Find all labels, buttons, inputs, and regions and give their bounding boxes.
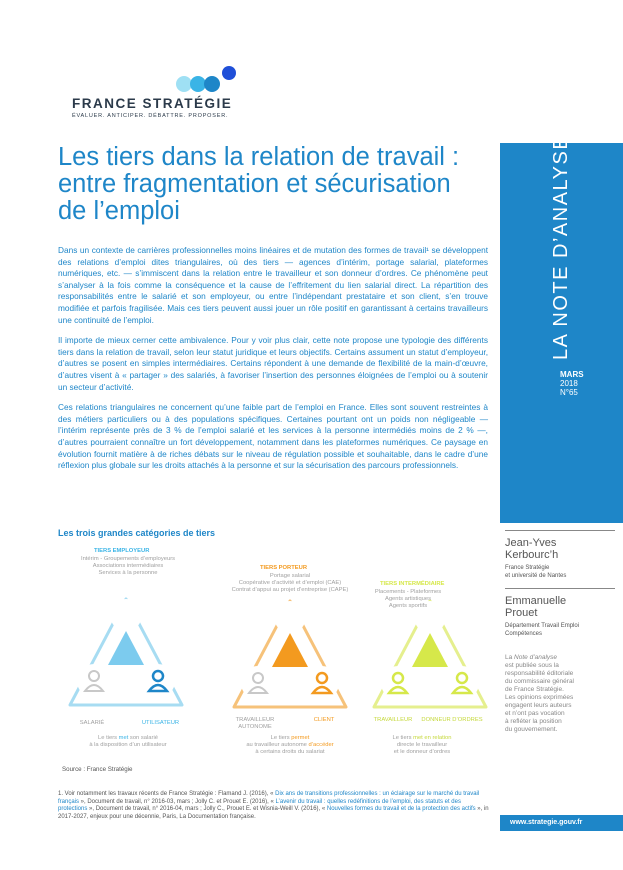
issue-info — [560, 370, 584, 397]
brand-motto: ÉVALUER. ANTICIPER. DÉBATTRE. PROPOSER. — [72, 113, 229, 119]
author-affiliation: France Stratégie et université de Nantes — [505, 565, 567, 579]
footnote-link[interactable]: L’avenir du travail : quelles redéfinitions de l’emploi, des statuts et des protections — [58, 798, 461, 813]
logo — [72, 62, 272, 119]
intermediaire-items: Placements - Plateformes Agents artistiques Agents sportifs — [374, 589, 442, 609]
summary-text — [58, 245, 488, 481]
issue-year: 2018 — [560, 379, 578, 388]
travailleur-label: TRAVAILLEUR — [373, 717, 413, 723]
intermediaire-head: TIERS INTERMÉDIAIRE — [380, 581, 445, 587]
intermediaire-caption: Le tiers met en relation directe le travailleur et le donneur d’ordres — [392, 735, 452, 755]
author-affiliation: Département Travail Emploi Compétences — [505, 623, 580, 637]
paragraph: Il importe de mieux cerner cette ambivalence. Pour y voir plus clair, cette note propose une typologie des différents tiers dans la relation de travail, selon leur statut juridique et leurs objectifs. Certains assument un statut d’employeur, d’autres se posent en simples intermédiaires. Certains répondent à une demande de flexibilité de la main-d’œuvre, d’autres visent à « partager » des salariés, à favoriser l’insertion des personnes éloignées de l’emploi ou à soutenir un secteur d’activité. — [58, 335, 488, 392]
employeur-inner-triangle — [108, 631, 144, 665]
paragraph: Ces relations triangulaires ne concernent qu’une faible part de l’emploi en France. Elles sont souvent restreintes à des métiers particuliers ou à des populations spécifiques. Certaines pourtant ont un poids non négligeable — l’intérim représente près de 3 % de l’emploi salarié et les services à la personne intermédiés moins de 2 % —, d’autres pourraient connaître un fort développement, notamment dans les plateformes numériques. Ce paysage en évolution fournit matière à de riches débats sur le niveau de régulation possible et souhaitable, dans le cadre d’une réflexion plus globale sur les droits attachés à la personne et sur la sécurisation des parcours professionnels. — [58, 402, 488, 471]
salarie-label: SALARIÉ — [79, 720, 105, 726]
intermediaire-inner-triangle — [412, 633, 448, 667]
figure-title: Les trois grandes catégories de tiers — [58, 528, 216, 538]
paragraph: Dans un contexte de carrières professionnelles moins linéaires et de mutation des formes de travail¹ se développent des relations d’emploi dites triangulaires, où des tiers — agences d’intérim, portage salarial, plateformes numériques, etc. — s’immiscent dans la relation entre le travailleur et son donneur d’ordres. Ce phénomène peut s’analyser à la fois comme la conséquence et la cause de l’effritement du lien salarial direct. La répartition des responsabilités entre le salarié et son employeur, ou entre l’indépendant prestataire et son client, s’en trouve modifiée et parfois fragilisée. Mais ces tiers peuvent aussi jouer un rôle positif en garantissant à certains travailleurs une continuité de l’emploi. — [58, 245, 488, 325]
authors-column — [505, 530, 615, 734]
employeur-items: Intérim - Groupements d’employeurs Associations intermédiaires Services à la personne — [80, 556, 176, 576]
logo-dots — [172, 62, 272, 96]
website-link[interactable]: www.strategie.gouv.fr — [500, 815, 623, 831]
client-label: CLIENT — [313, 717, 335, 723]
employeur-caption: Le tiers met son salarié à la disposition d’un utilisateur — [89, 735, 167, 748]
donneur-ordres-label: DONNEUR D’ORDRES — [421, 717, 483, 723]
porteur-items: Portage salarial Coopérative d’activité et d’emploi (CAE) Contrat d’appui au projet d’entreprise (CAPE) — [231, 573, 349, 593]
utilisateur-label: UTILISATEUR — [141, 720, 180, 726]
employeur-head: TIERS EMPLOYEUR — [94, 548, 150, 554]
footnote: 1. Voir notamment les travaux récents de France Stratégie : Flamand J. (2016), « Dix ans de transitions professionnelles : un éclairage sur le marché du travail français », Document de travail, n° 2016-03, mars ; Jolly C. et Prouet E. (2016), « L’avenir du travail : quelles redéfinitions de l’emploi, des statuts et des protections », Document de travail, n° 2016-04, mars ; Jolly C., Prouet E. et Wisnia-Weill V. (2016), « Nouvelles formes du travail et de la protection des actifs », in 2017-2027, enjeux pour une décennie, Paris, La Documentation française. — [58, 791, 489, 820]
porteur-triangle — [234, 601, 346, 707]
intermediaire-triangle — [374, 601, 486, 707]
porteur-head: TIERS PORTEUR — [260, 565, 308, 571]
travailleur-autonome-label: TRAVAILLEUR AUTONOME — [235, 717, 275, 730]
porteur-inner-triangle — [272, 633, 308, 667]
page-title: Les tiers dans la relation de travail : entre fragmentation et sécurisation de l’emploi — [58, 143, 460, 225]
logo-dot-4 — [222, 66, 236, 80]
figure-source: Source : France Stratégie — [62, 766, 133, 773]
employeur-triangle — [70, 599, 182, 705]
series-label: LA NOTE D’ANALYSE — [550, 134, 572, 360]
author-name: Emmanuelle Prouet — [505, 588, 615, 619]
brand-name: FRANCE STRATÉGIE — [72, 96, 233, 111]
author-name: Jean-Yves Kerbourc’h — [505, 530, 615, 561]
footnote-link[interactable]: Dix ans de transitions professionnelles : un éclairage sur le marché du travail français — [58, 791, 480, 805]
tiers-diagram — [58, 545, 488, 760]
footnote-link[interactable]: Nouvelles formes du travail et de la protection des actifs — [326, 806, 476, 813]
editorial-note: La Note d’analyse est publiée sous la responsabilité éditoriale du commissaire général de France Stratégie. Les opinions exprimées engagent leurs auteurs et n’ont pas vocation à refléter la position du gouvernement. — [505, 654, 575, 733]
issue-month: MARS — [560, 370, 584, 379]
issue-number: N°65 — [560, 388, 578, 397]
logo-dot-3 — [204, 76, 220, 92]
porteur-caption: Le tiers permet au travailleur autonome d’accéder à certains droits du salariat — [246, 735, 334, 755]
